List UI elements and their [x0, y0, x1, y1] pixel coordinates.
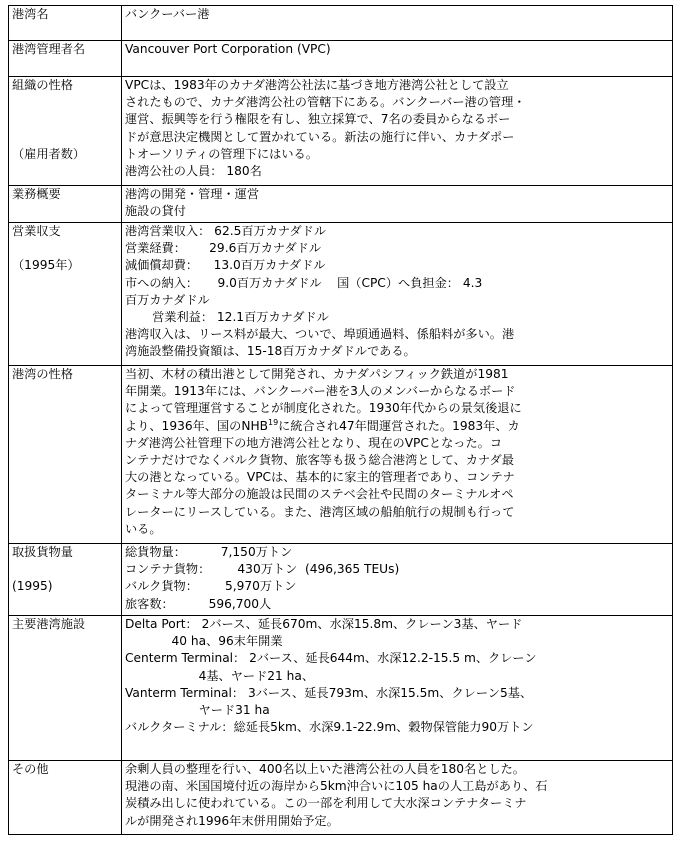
content-line: 年開業。1913年には、バンクーバー港を3人のメンバーからなるボード — [125, 384, 516, 399]
content-line: ルが開発され1996年末併用開始予定。 — [125, 813, 339, 828]
content-line: 営業経費： 29.6百万カナダドル — [125, 241, 322, 256]
content-line: Vanterm Terminal： 3バース、延長793m、水深15.5m、クレーン5基、 — [125, 685, 533, 700]
table-row — [9, 6, 673, 41]
row-content — [122, 77, 673, 186]
row-content — [122, 761, 673, 835]
content-line: ナダ港湾公社管理下の地方港湾公社となり、現在のVPCとなった。コ — [125, 435, 503, 450]
table-row — [9, 41, 673, 77]
content-line: バンクーバー港 — [125, 7, 210, 21]
row-label — [9, 761, 122, 835]
table-row — [9, 223, 673, 366]
label-text: その他 — [12, 762, 49, 776]
row-content — [122, 223, 673, 366]
content-line: 営業利益： 12.1百万カナダドル — [125, 310, 329, 325]
content-line: 港湾営業収入： 62.5百万カナダドル — [125, 224, 327, 238]
row-label — [9, 186, 122, 223]
row-label — [9, 41, 122, 77]
content-line: ドが意思決定機関として置かれている。新法の施行に伴い、カナダポー — [125, 129, 515, 144]
content-line: バルクターミナル：総延長5km、水深9.1-22.9m、穀物保管能力90万トン — [125, 720, 534, 735]
content-line: 炭積み出しに使われている。この一部を利用して大水深コンテナターミナ — [125, 796, 527, 811]
content-line: バルク貨物： 5,970万トン — [125, 579, 297, 594]
row-content — [122, 616, 673, 761]
label-subtext: （雇用者数） — [12, 146, 86, 161]
content-line: 運営、振興等を行う権限を有し、独立採算で、7名の委員からなるボー — [125, 112, 511, 127]
content-line: 市への納入： 9.0百万カナダドル 国（CPC）へ負担金： 4.3 — [125, 275, 483, 290]
content-line: VPCは、1983年のカナダ港湾公社法に基づき地方港湾公社として設立 — [125, 78, 509, 92]
row-content — [122, 544, 673, 616]
label-text: 港湾の性格 — [12, 367, 73, 381]
content-line: 総貨物量： 7,150万トン — [125, 545, 293, 559]
row-label — [9, 6, 122, 41]
content-line: 減価償却費： 13.0百万カナダドル — [125, 258, 326, 273]
label-text: 組織の性格 — [12, 78, 73, 92]
row-content — [122, 186, 673, 223]
label-subtext: （1995年） — [12, 258, 80, 273]
label-subtext: (1995) — [12, 579, 53, 594]
content-line: 港湾公社の人員： 180名 — [125, 164, 262, 179]
content-text: より、1936年、国のNHB — [125, 418, 268, 433]
row-label — [9, 544, 122, 616]
content-line — [125, 418, 669, 435]
row-content — [122, 41, 673, 77]
table-row — [9, 544, 673, 616]
content-line: によって管理運営することが制度化された。1930年代からの景気後退に — [125, 401, 522, 416]
content-line: Centerm Terminal： 2バース、延長644m、水深12.2-15.5 m、クレーン — [125, 651, 537, 666]
content-text: に統合され47年間運営された。1983年、カ — [278, 418, 520, 433]
content-line: 当初、木材の積出港として開発され、カナダパシフィック鉄道が1981 — [125, 367, 509, 381]
footnote-mark: 19 — [267, 417, 279, 427]
content-line: 湾施設整備投資額は、15-18百万カナダドルである。 — [125, 344, 416, 359]
table-row — [9, 616, 673, 761]
content-line: Vancouver Port Corporation (VPC) — [125, 42, 331, 56]
table-row — [9, 77, 673, 186]
row-label — [9, 616, 122, 761]
label-text: 港湾名 — [12, 7, 49, 21]
content-line: トオーソリティの管理下にはいる。 — [125, 146, 318, 161]
content-line: 4基、ヤード21 ha、 — [125, 668, 315, 683]
content-line: ターミナル等大部分の施設は民間のステベ会社や民間のターミナルオペ — [125, 487, 514, 502]
content-line: 港湾収入は、リース料が最大、ついで、埠頭通過料、係船料が多い。港 — [125, 327, 515, 342]
label-text: 営業収支 — [12, 224, 61, 238]
content-line: いる。 — [125, 521, 162, 536]
row-label — [9, 223, 122, 366]
content-line: されたもので、カナダ港湾公社の管轄下にある。バンクーバー港の管理・ — [125, 95, 526, 110]
content-line: Delta Port： 2バース、延長670m、水深15.8m、クレーン3基、ヤード — [125, 617, 523, 631]
row-content — [122, 366, 673, 544]
content-line: 大の港となっている。VPCは、基本的に家主的管理者であり、コンテナ — [125, 470, 515, 485]
content-line: ンテナだけでなくバルク貨物、旅客等も扱う総合港湾として、カナダ最 — [125, 453, 514, 468]
content-line: 旅客数： 596,700人 — [125, 596, 272, 611]
port-info-table — [8, 5, 673, 835]
row-label — [9, 366, 122, 544]
content-line: レーターにリースしている。また、港湾区域の船舶航行の規制も行って — [125, 504, 515, 519]
label-text: 主要港湾施設 — [12, 617, 86, 631]
table-row — [9, 186, 673, 223]
row-label — [9, 77, 122, 186]
table-row — [9, 366, 673, 544]
content-line: 余剰人員の整理を行い、400名以上いた港湾公社の人員を180名とした。 — [125, 762, 525, 776]
label-text: 取扱貨物量 — [12, 545, 73, 559]
table-row — [9, 761, 673, 835]
row-content — [122, 6, 673, 41]
content-line: 百万カナダドル — [125, 292, 210, 307]
content-line: 施設の貸付 — [125, 204, 186, 219]
content-line: 40 ha、96末年開業 — [125, 634, 283, 649]
content-line: ヤード31 ha — [125, 703, 270, 718]
content-line: 現港の南、米国国境付近の海岸から5km沖合いに105 haの人工島があり、石 — [125, 779, 548, 794]
content-line: コンテナ貨物： 430万トン (496,365 TEUs) — [125, 562, 400, 577]
label-text: 港湾管理者名 — [12, 42, 86, 56]
label-text: 業務概要 — [12, 187, 61, 201]
content-line: 港湾の開発・管理・運営 — [125, 187, 260, 201]
